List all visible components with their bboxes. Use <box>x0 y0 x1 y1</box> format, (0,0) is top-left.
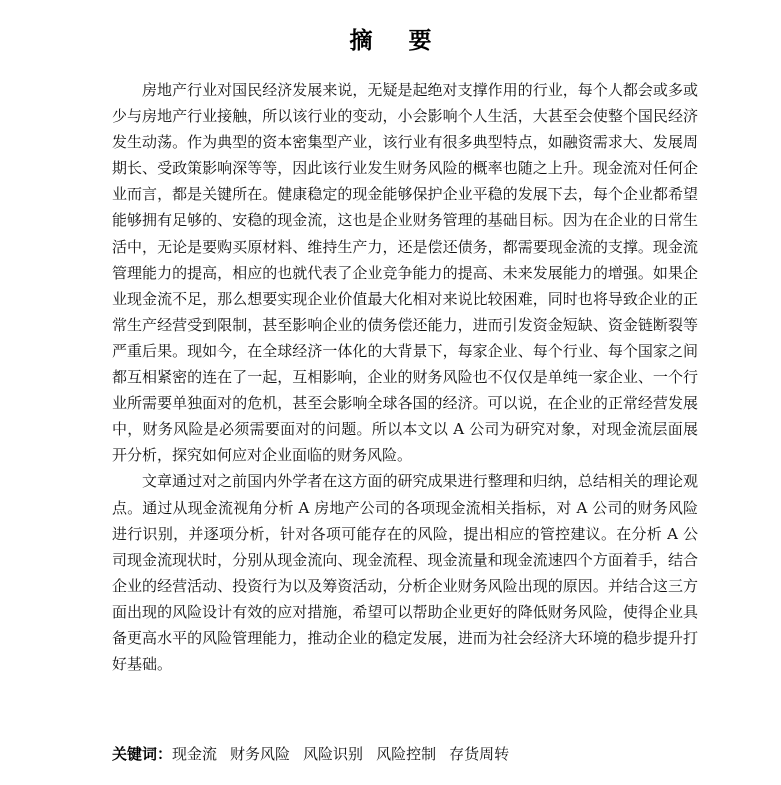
keywords-line <box>112 741 712 767</box>
keyword-item: 现金流 <box>172 745 218 763</box>
abstract-paragraph-2: 文章通过对之前国内外学者在这方面的研究成果进行整理和归纳，总结相关的理论观点。通过从现金流视角分析 A 房地产公司的各项现金流相关指标，对 A 公司的财务风险进行识别，并逐项分析，针对各项可能存在的风险，提出相应的管控建议。在分析 A 公司现金流现状时，分别从现金流向、现金流程、现金流量和现金流速四个方面着手，结合企业的经营活动、投资行为以及筹资活动，分析企业财务风险出现的原因。并结合这三方面出现的风险设计有效的应对措施，希望可以帮助企业更好的降低财务风险，使得企业具备更高水平的风险管理能力，推动企业的稳定发展，进而为社会经济大环境的稳步提升打好基础。 <box>112 472 698 674</box>
keyword-item: 财务风险 <box>230 745 291 763</box>
abstract-title: 摘 要 <box>349 28 446 54</box>
abstract-paragraph-1: 房地产行业对国民经济发展来说，无疑是起绝对支撑作用的行业，每个人都会或多或少与房地产行业接触，所以该行业的变动，小会影响个人生活，大甚至会使整个国民经济发生动荡。作为典型的资本密集型产业，该行业有很多典型特点，如融资需求大、发展周期长、受政策影响深等等，因此该行业发生财务风险的概率也随之上升。现金流对任何企业而言，都是关键所在。健康稳定的现金能够保护企业平稳的发展下去，每个企业都希望能够拥有足够的、安稳的现金流，这也是企业财务管理的基础目标。因为在企业的日常生活中，无论是要购买原材料、维持生产力，还是偿还债务，都需要现金流的支撑。现金流管理能力的提高，相应的也就代表了企业竞争能力的提高、未来发展能力的增强。如果企业现金流不足，那么想要实现企业价值最大化相对来说比较困难，同时也将导致企业的正常生产经营受到限制，甚至影响企业的债务偿还能力，进而引发资金短缺、资金链断裂等严重后果。现如今，在全球经济一体化的大背景下，每家企业、每个行业、每个国家之间都互相紧密的连在了一起，互相影响，企业的财务风险也不仅仅是单纯一家企业、一个行业所需要单独面对的危机，甚至会影响全球各国的经济。可以说，在企业的正常经营发展中，财务风险是必须需要面对的问题。所以本文以 A 公司为研究对象，对现金流层面展开分析，探究如何应对企业面临的财务风险。 <box>112 81 698 465</box>
keyword-item: 存货周转 <box>449 745 510 763</box>
abstract-body <box>112 77 698 677</box>
keyword-item: 风险识别 <box>303 745 364 763</box>
keyword-item: 风险控制 <box>376 745 437 763</box>
keywords-label: 关键词： <box>112 745 173 763</box>
